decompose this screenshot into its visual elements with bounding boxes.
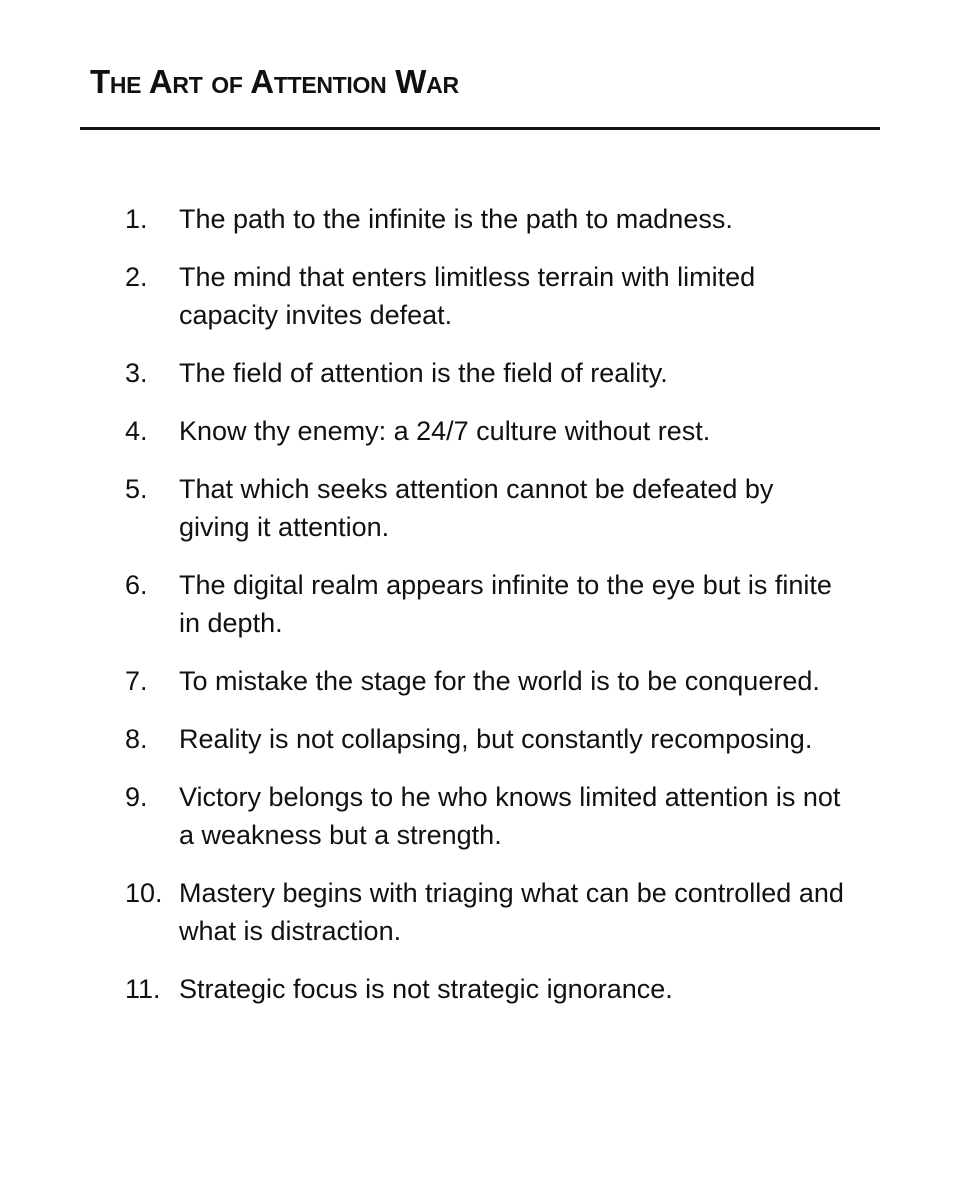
item-text: The mind that enters limitless terrain with limited capacity invites defeat. <box>179 262 756 330</box>
item-number: 2. <box>125 262 148 292</box>
item-number: 5. <box>125 474 148 504</box>
item-text: Strategic focus is not strategic ignorance. <box>179 974 673 1004</box>
item-number: 9. <box>125 782 148 812</box>
list-item <box>125 874 845 950</box>
list-item <box>125 970 845 1008</box>
item-number: 1. <box>125 204 148 234</box>
item-text: Know thy enemy: a 24/7 culture without rest. <box>179 416 711 446</box>
item-text: The field of attention is the field of reality. <box>179 358 668 388</box>
list-item <box>125 258 845 334</box>
list-item <box>125 566 845 642</box>
title-divider <box>80 127 880 130</box>
item-text: Reality is not collapsing, but constantly recomposing. <box>179 724 813 754</box>
item-text: To mistake the stage for the world is to be conquered. <box>179 666 820 696</box>
item-number: 11. <box>125 974 161 1004</box>
principles-list <box>125 200 845 1028</box>
item-text: That which seeks attention cannot be defeated by giving it attention. <box>179 474 774 542</box>
item-text: Victory belongs to he who knows limited attention is not a weakness but a strength. <box>179 782 841 850</box>
list-item <box>125 778 845 854</box>
page-title: The Art of Attention War <box>90 63 459 100</box>
item-text: The digital realm appears infinite to the eye but is finite in depth. <box>179 570 832 638</box>
item-number: 10. <box>125 878 163 908</box>
item-number: 3. <box>125 358 148 388</box>
item-text: The path to the infinite is the path to madness. <box>179 204 733 234</box>
item-text: Mastery begins with triaging what can be controlled and what is distraction. <box>179 878 844 946</box>
list-item <box>125 354 845 392</box>
list-item <box>125 662 845 700</box>
item-number: 4. <box>125 416 148 446</box>
list-item <box>125 720 845 758</box>
list-item <box>125 470 845 546</box>
item-number: 6. <box>125 570 148 600</box>
item-number: 7. <box>125 666 148 696</box>
item-number: 8. <box>125 724 148 754</box>
list-item <box>125 412 845 450</box>
list-item <box>125 200 845 238</box>
